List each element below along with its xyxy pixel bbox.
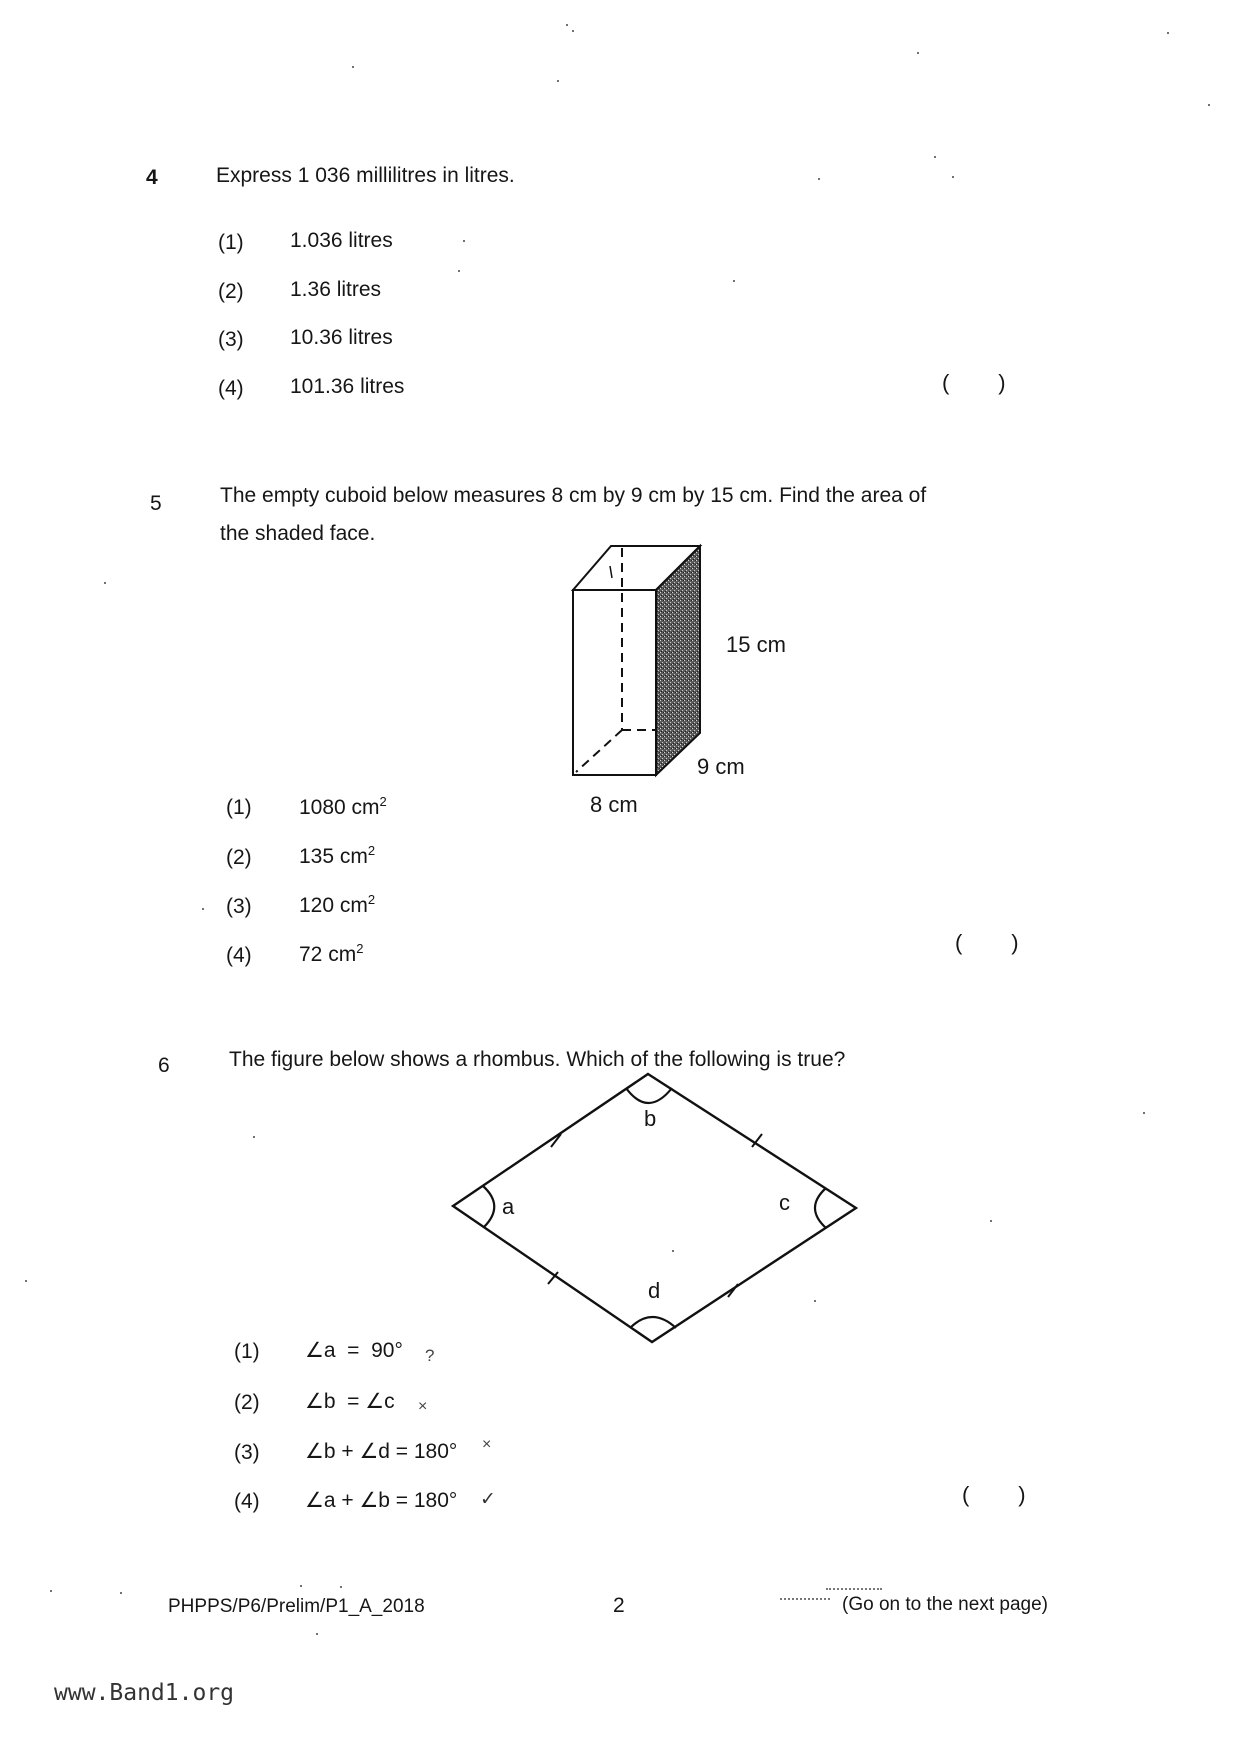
question-6-option-1-text: ∠a = 90°: [305, 1339, 403, 1362]
angle-label-b: b: [644, 1106, 657, 1131]
question-4-option-4-number: (4): [218, 377, 244, 400]
question-5-option-3-value: 120 cm: [299, 894, 368, 917]
question-4-option-4-text: 101.36 litres: [290, 375, 405, 398]
question-4-stem: Express 1 036 millilitres in litres.: [216, 164, 515, 187]
question-6-option-2-mark: ×: [418, 1398, 428, 1415]
question-6-answer-bracket[interactable]: ( ): [962, 1482, 1026, 1507]
question-6-option-4-number: (4): [234, 1490, 260, 1513]
question-5-option-3-exponent: 2: [367, 892, 376, 907]
question-6-option-3-mark: ×: [482, 1436, 492, 1453]
angle-label-c: c: [779, 1190, 790, 1215]
question-6-stem: The figure below shows a rhombus. Which of the following is true?: [229, 1048, 846, 1071]
question-5-stem-line-1: The empty cuboid below measures 8 cm by 9 cm by 15 cm. Find the area of: [220, 484, 927, 507]
question-4-option-1-number: (1): [218, 231, 244, 254]
question-5-option-4-exponent: 2: [356, 941, 364, 956]
question-6-option-1-mark: ?: [425, 1346, 435, 1365]
question-5-option-2-number: (2): [226, 846, 252, 869]
footer-page-number: 2: [613, 1594, 625, 1617]
question-6-number: 6: [158, 1054, 170, 1077]
angle-a-arc: [483, 1186, 494, 1227]
question-4-option-3-number: (3): [218, 328, 244, 351]
question-5-option-4-value: 72 cm: [299, 943, 357, 966]
question-4-number: 4: [146, 166, 158, 189]
question-5-option-1-exponent: 2: [379, 794, 387, 809]
question-5-option-2-value: 135 cm: [299, 845, 368, 868]
question-5-option-3-number: (3): [226, 895, 252, 918]
cuboid-width-label: 8 cm: [590, 792, 638, 817]
question-5-option-4-number: (4): [226, 944, 252, 967]
question-4-option-1-text: 1.036 litres: [290, 229, 393, 252]
watermark-url: www.Band1.org: [54, 1680, 235, 1706]
question-4-option-2-text: 1.36 litres: [290, 278, 382, 301]
question-5-stem-line-2: the shaded face.: [220, 522, 376, 545]
footer-next-page: (Go on to the next page): [842, 1594, 1048, 1615]
footer-scribble: [780, 1598, 830, 1603]
question-5-option-1-value: 1080 cm: [299, 796, 380, 819]
question-4-answer-bracket[interactable]: ( ): [942, 370, 1006, 395]
question-6-option-3-text: ∠b + ∠d = 180°: [305, 1440, 458, 1463]
question-5-option-1-number: (1): [226, 796, 252, 819]
question-6-option-3-number: (3): [234, 1441, 260, 1464]
cuboid-depth-label: 9 cm: [697, 754, 745, 779]
question-6-option-4-text: ∠a + ∠b = 180°: [305, 1489, 458, 1512]
question-6-option-1-number: (1): [234, 1340, 260, 1363]
footer-paper-code: PHPPS/P6/Prelim/P1_A_2018: [168, 1596, 425, 1617]
rhombus-tick-marks: [548, 1134, 762, 1297]
question-6-option-2-text: ∠b = ∠c: [305, 1390, 395, 1413]
cuboid-height-label: 15 cm: [726, 632, 786, 657]
question-4-option-3-text: 10.36 litres: [290, 326, 393, 349]
question-5-option-2-exponent: 2: [367, 843, 376, 858]
question-4-option-2-number: (2): [218, 280, 244, 303]
question-6-option-4-mark: ✓: [480, 1489, 496, 1510]
footer-scribble-2: [826, 1566, 882, 1590]
question-6-option-2-number: (2): [234, 1391, 260, 1414]
angle-label-d: d: [648, 1278, 661, 1303]
angle-b-arc: [626, 1088, 672, 1103]
angle-d-arc: [630, 1317, 676, 1328]
angle-label-a: a: [502, 1194, 515, 1219]
angle-c-arc: [815, 1188, 826, 1228]
question-5-number: 5: [150, 492, 162, 515]
question-5-answer-bracket[interactable]: ( ): [955, 930, 1019, 955]
